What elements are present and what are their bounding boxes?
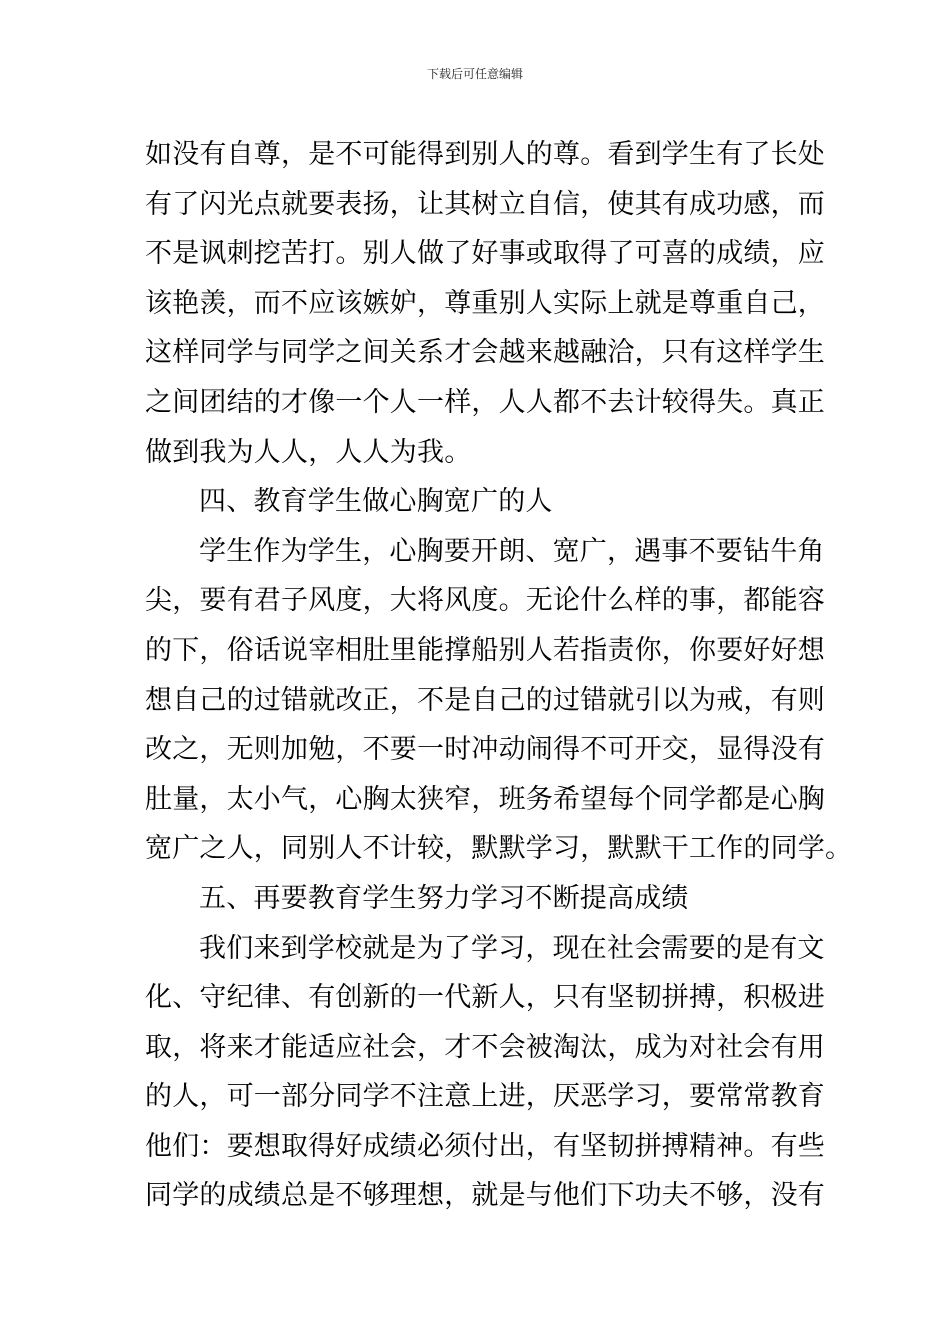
text-line: 想自己的过错就改正，不是自己的过错就引以为戒，有则 <box>145 684 825 716</box>
text-line: 如没有自尊，是不可能得到别人的尊。看到学生有了长处 <box>145 139 825 170</box>
text-line: 的下，俗话说宰相肚里能撑船别人若指责你，你要好好想 <box>145 634 825 666</box>
text-line: 宽广之人，同别人不计较，默默学习，默默干工作的同学。 <box>145 833 853 865</box>
text-line: 有了闪光点就要表扬，让其树立自信，使其有成功感，而 <box>145 188 825 220</box>
section-heading: 五、再要教育学生努力学习不断提高成绩 <box>199 882 689 914</box>
text-line: 该艳羡，而不应该嫉妒，尊重别人实际上就是尊重自己， <box>145 287 825 319</box>
text-line: 做到我为人人，人人为我。 <box>145 436 472 468</box>
text-line: 同学的成绩总是不够理想，就是与他们下功夫不够，没有 <box>145 1180 825 1212</box>
text-line: 他们：要想取得好成绩必须付出，有坚韧拼搏精神。有些 <box>145 1130 825 1162</box>
text-line: 尖，要有君子风度，大将风度。无论什么样的事，都能容 <box>145 585 825 617</box>
document-body <box>145 130 853 1221</box>
text-line: 学生作为学生，心胸要开朗、宽广，遇事不要钻牛角 <box>199 535 825 567</box>
text-line: 不是讽刺挖苦打。别人做了好事或取得了可喜的成绩，应 <box>145 238 825 270</box>
text-line: 的人，可一部分同学不注意上进，厌恶学习，要常常教育 <box>145 1081 825 1113</box>
text-line: 取，将来才能适应社会，才不会被淘汰，成为对社会有用 <box>145 1031 825 1063</box>
page-header-note: 下载后可任意编辑 <box>426 67 523 81</box>
text-line: 肚量，太小气，心胸太狭窄，班务希望每个同学都是心胸 <box>145 783 825 815</box>
text-line: 这样同学与同学之间关系才会越来越融洽，只有这样学生 <box>145 337 825 369</box>
section-heading: 四、教育学生做心胸宽广的人 <box>199 486 553 518</box>
text-line: 化、守纪律、有创新的一代新人，只有坚韧拼搏，积极进 <box>145 982 825 1014</box>
text-line: 之间团结的才像一个人一样，人人都不去计较得失。真正 <box>145 386 825 418</box>
text-line: 改之，无则加勉，不要一时冲动闹得不可开交，显得没有 <box>145 734 825 766</box>
text-line: 我们来到学校就是为了学习，现在社会需要的是有文 <box>199 932 825 964</box>
